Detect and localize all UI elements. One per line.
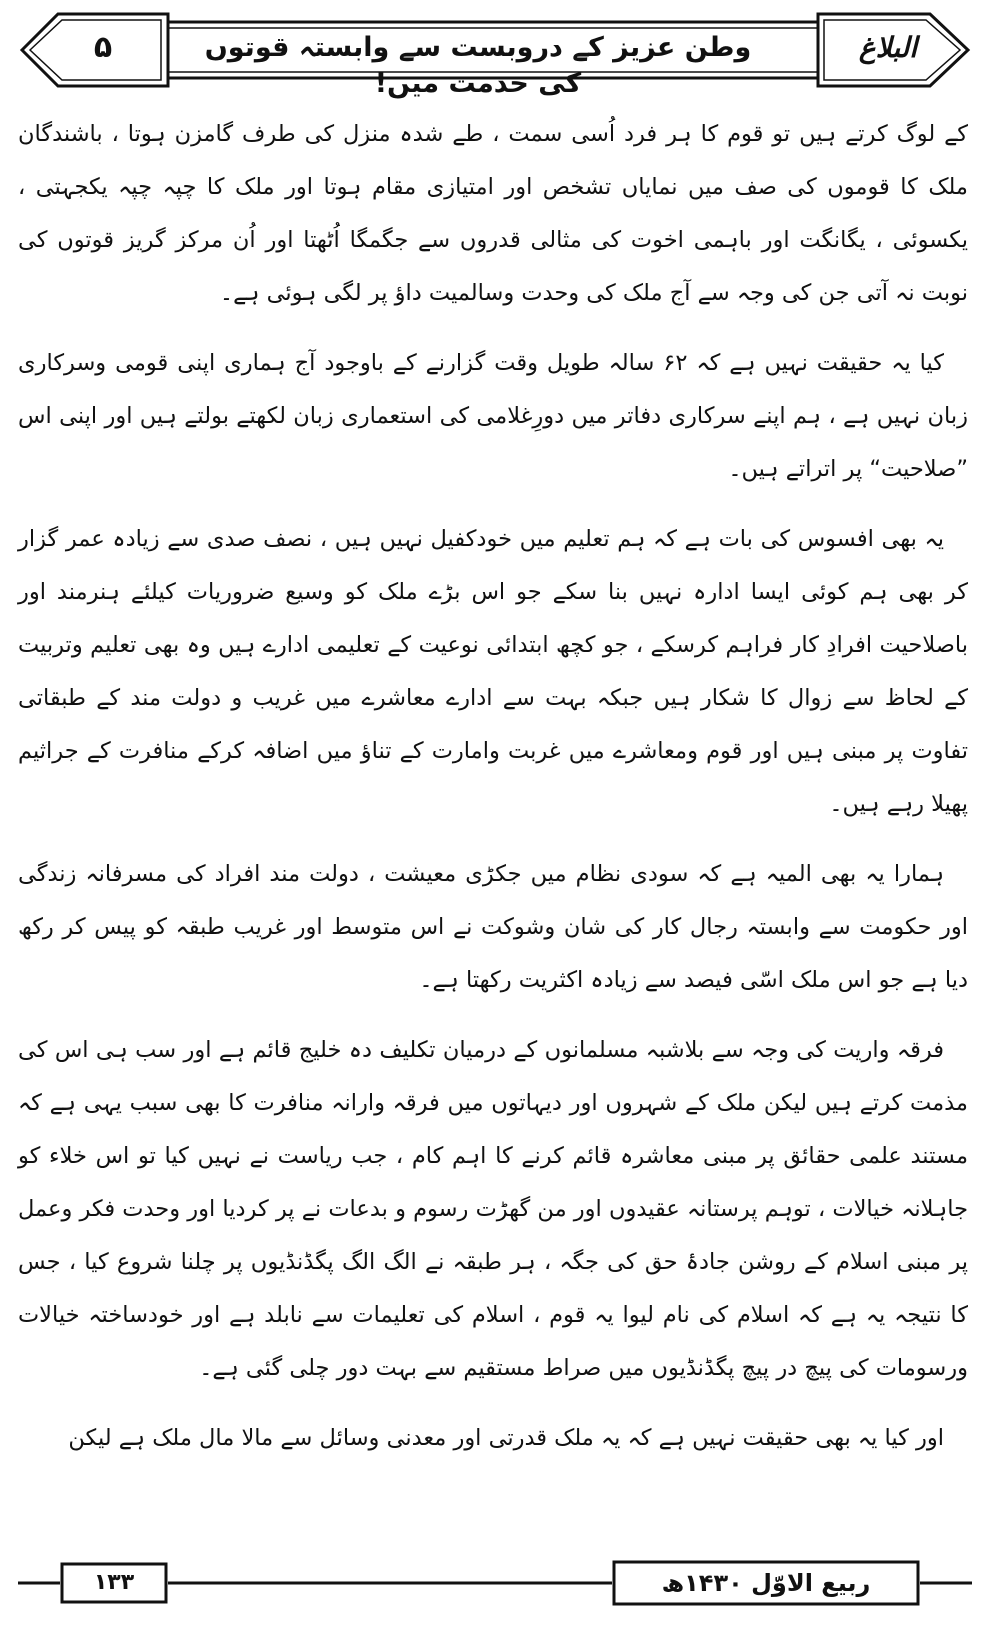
running-title: وطن عزیز کے دروبست سے وابستہ قوتوں کی خدمت میں! [204, 32, 752, 99]
paragraph: ہمارا یہ بھی المیہ ہے کہ سودی نظام میں جکڑی معیشت ، دولت مند افراد کی مسرفانہ زندگی اور حکومت سے وابستہ رجال کار کی شان وشوکت نے اس متوسط اور غریب طبقہ کو پیس کر رکھ دیا ہے جو اس ملک اسّی فیصد سے زیادہ اکثریت رکھتا ہے۔ [18, 861, 968, 993]
paragraph: یہ بھی افسوس کی بات ہے کہ ہم تعلیم میں خودکفیل نہیں ہیں ، نصف صدی سے زیادہ عمر گزار کر بھی ہم کوئی ایسا ادارہ نہیں بنا سکے جو اس بڑے ملک کو وسیع ضروریات کیلئے ہنرمند اور باصلاحیت افرادِ کار فراہم کرسکے ، جو کچھ ابتدائی نوعیت کے تعلیمی ادارے ہیں وہ بھی تعلیم وتربیت کے لحاظ سے زوال کا شکار ہیں جبکہ بہت سے ادارے معاشرے میں غریب و دولت مند کے طبقاتی تفاوت پر مبنی ہیں اور قوم ومعاشرے میں غربت وامارت کے تناؤ میں اضافہ کرکے منافرت کے جراثیم پھیلا رہے ہیں۔ [18, 526, 968, 817]
paragraph: فرقہ واریت کی وجہ سے بلاشبہ مسلمانوں کے درمیان تکلیف دہ خلیج قائم ہے اور سب ہی اس کی مذمت کرتے ہیں لیکن ملک کے شہروں اور دیہاتوں میں فرقہ وارانہ منافرت کا بھی سبب یہی ہے کہ مستند علمی حقائق پر مبنی معاشرہ قائم کرنے کا اہم کام ، جب ریاست نے نہیں کیا تو اس خلاء کو جاہلانہ خیالات ، توہم پرستانہ عقیدوں اور من گھڑت رسوم و بدعات نے پر کردیا اور وحدت فکر وعمل پر مبنی اسلام کے روشن جادۂ حق کی جگہ ، ہر طبقہ نے الگ الگ پگڈنڈیوں پر چلنا شروع کیا ، جس کا نتیجہ یہ ہے کہ اسلام کی نام لیوا یہ قوم ، اسلام کی تعلیمات سے نابلد ہے اور خودساختہ خیالات ورسومات کی پیچ در پیچ پگڈنڈیوں میں صراط مستقیم سے بہت دور چلی گئی ہے۔ [18, 1037, 968, 1381]
article-body [18, 108, 968, 1482]
page-footer [18, 1558, 972, 1608]
paragraph: کے لوگ کرتے ہیں تو قوم کا ہر فرد اُسی سمت ، طے شدہ منزل کی طرف گامزن ہوتا ، باشندگان ملک کا قوموں کی صف میں نمایاں تشخص اور امتیازی مقام ہوتا اور ملک کا چپہ چپہ یکجہتی ، یکسوئی ، یگانگت اور باہمی اخوت کی مثالی قدروں سے جگمگا اُٹھتا اور اُن مرکز گریز قوتوں کی نوبت نہ آتی جن کی وجہ سے آج ملک کی وحدت وسالمیت داؤ پر لگی ہوئی ہے۔ [18, 121, 968, 306]
footer-page-number: ۱۳۳ [93, 1570, 135, 1595]
page-header [18, 8, 972, 99]
paragraph: اور کیا یہ بھی حقیقت نہیں ہے کہ یہ ملک قدرتی اور معدنی وسائل سے مالا مال ملک ہے لیکن [68, 1425, 944, 1451]
magazine-logo: البلاغ [858, 31, 918, 64]
issue-date: ربیع الاوّل ۱۴۳۰ھ [661, 1569, 871, 1597]
header-page-number: ۵ [93, 30, 113, 65]
paragraph: کیا یہ حقیقت نہیں ہے کہ ۶۲ سالہ طویل وقت گزارنے کے باوجود آج ہماری اپنی قومی وسرکاری زبان نہیں ہے ، ہم اپنے سرکاری دفاتر میں دورِغلامی کی استعماری زبان لکھتے بولتے ہیں اور اپنی اس ”صلاحیت“ پر اتراتے ہیں۔ [18, 350, 968, 482]
